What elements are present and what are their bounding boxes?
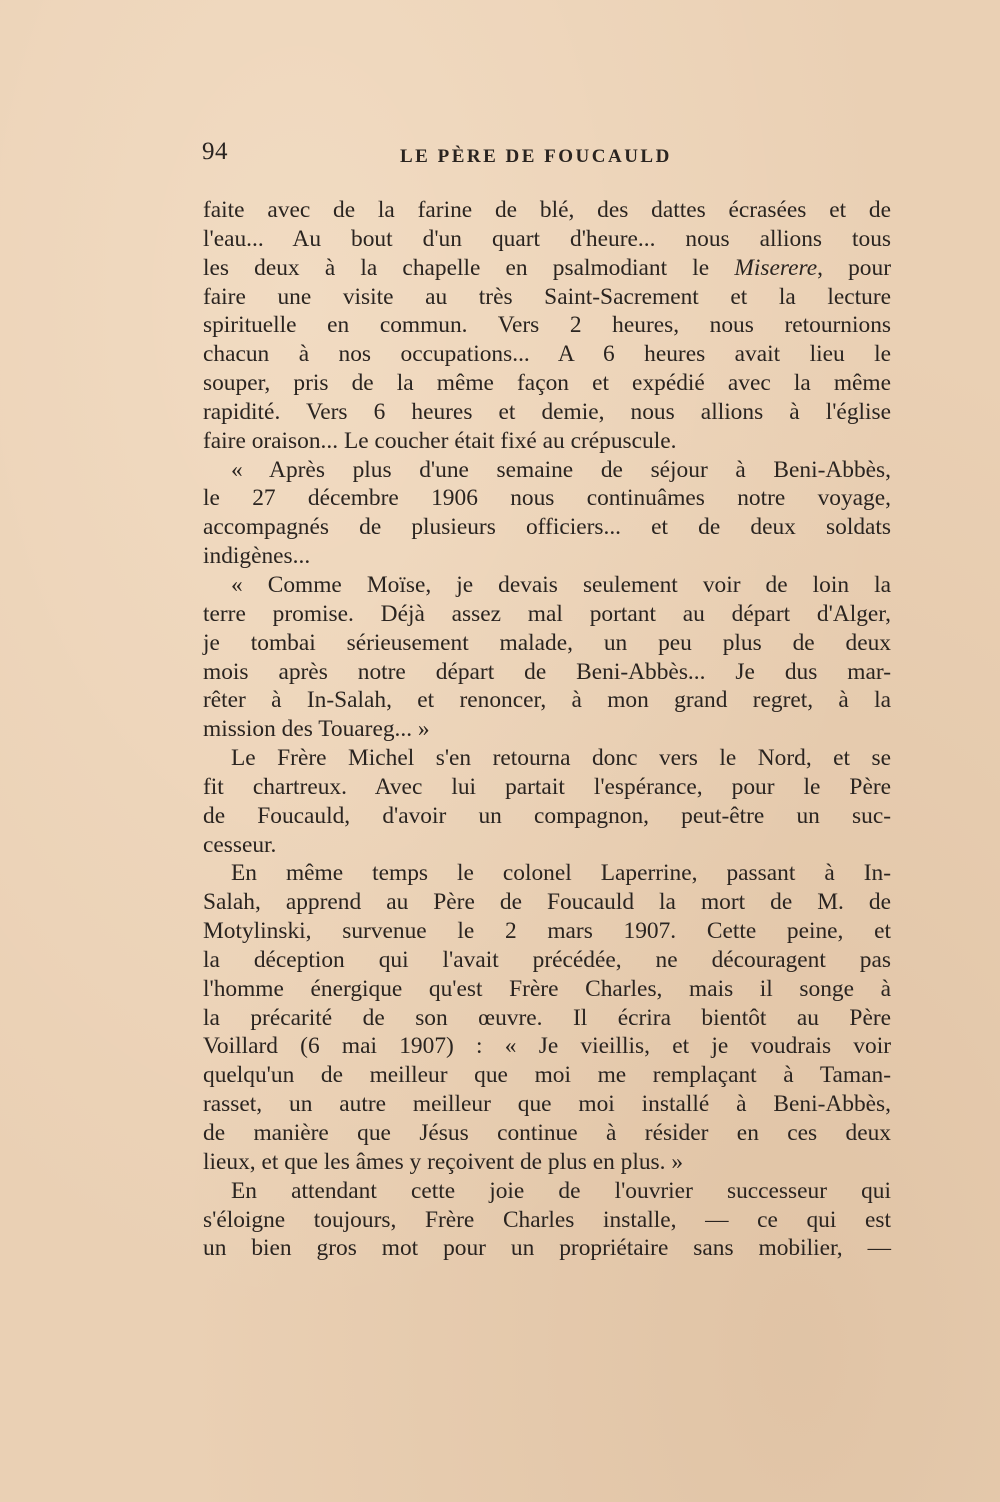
text-line: Le Frère Michel s'en retourna donc vers le Nord, et se xyxy=(231,745,891,772)
text-line: l'eau... Au bout d'un quart d'heure... nous allions tous xyxy=(203,225,891,252)
text-line: chacun à nos occupations... A 6 heures avait lieu le xyxy=(203,341,891,368)
text-line: les deux à la chapelle en psalmodiant le Miserere, pour xyxy=(203,254,891,281)
text-line: Motylinski, survenue le 2 mars 1907. Cette peine, et xyxy=(203,918,891,945)
text-line: faire une visite au très Saint-Sacrement et la lecture xyxy=(203,283,891,310)
text-line: « Après plus d'une semaine de séjour à Beni-Abbès, xyxy=(231,456,891,483)
text-line: « Comme Moïse, je devais seulement voir de loin la xyxy=(231,571,891,598)
text-line: rasset, un autre meilleur que moi installé à Beni-Abbès, xyxy=(203,1091,891,1118)
text-line: mois après notre départ de Beni-Abbès... Je dus mar- xyxy=(203,658,891,685)
text-line: lieux, et que les âmes y reçoivent de plus en plus. » xyxy=(203,1148,684,1175)
text-line: fit chartreux. Avec lui partait l'espérance, pour le Père xyxy=(203,773,891,800)
body-text xyxy=(203,196,891,1263)
running-title: LE PÈRE DE FOUCAULD xyxy=(400,146,672,167)
page-header xyxy=(202,138,892,172)
text-line: faire oraison... Le coucher était fixé au crépuscule. xyxy=(203,427,677,454)
text-line: cesseur. xyxy=(203,831,277,858)
text-line: le 27 décembre 1906 nous continuâmes notre voyage, xyxy=(203,485,891,512)
text-line: s'éloigne toujours, Frère Charles installe, — ce qui est xyxy=(203,1206,891,1233)
text-line: l'homme énergique qu'est Frère Charles, mais il songe à xyxy=(203,975,891,1002)
text-line: indigènes... xyxy=(203,543,311,570)
text-line: mission des Touareg... » xyxy=(203,716,430,743)
text-line: accompagnés de plusieurs officiers... et de deux soldats xyxy=(203,514,891,541)
text-line: En même temps le colonel Laperrine, passant à In- xyxy=(231,860,891,887)
text-line: de Foucauld, d'avoir un compagnon, peut-être un suc- xyxy=(203,802,891,829)
page-number: 94 xyxy=(202,138,228,165)
text-line: souper, pris de la même façon et expédié avec la même xyxy=(203,370,891,397)
text-line: la précarité de son œuvre. Il écrira bientôt au Père xyxy=(203,1004,891,1031)
text-line: quelqu'un de meilleur que moi me remplaçant à Taman- xyxy=(203,1062,891,1089)
text-line: je tombai sérieusement malade, un peu plus de deux xyxy=(203,629,891,656)
text-line: de manière que Jésus continue à résider en ces deux xyxy=(203,1120,891,1146)
text-line: Voillard (6 mai 1907) : « Je vieillis, et je voudrais voir xyxy=(203,1033,891,1060)
text-line: rêter à In-Salah, et renoncer, à mon grand regret, à la xyxy=(203,687,891,714)
text-line: Salah, apprend au Père de Foucauld la mort de M. de xyxy=(203,889,891,916)
text-line: En attendant cette joie de l'ouvrier successeur qui xyxy=(231,1177,891,1204)
text-line: spirituelle en commun. Vers 2 heures, nous retournions xyxy=(203,312,891,339)
text-line: terre promise. Déjà assez mal portant au départ d'Alger, xyxy=(203,600,891,627)
text-line: faite avec de la farine de blé, des dattes écrasées et de xyxy=(203,197,891,223)
text-line: rapidité. Vers 6 heures et demie, nous allions à l'église xyxy=(203,398,891,425)
text-line: la déception qui l'avait précédée, ne découragent pas xyxy=(203,946,891,973)
text-line: un bien gros mot pour un propriétaire sans mobilier, — xyxy=(203,1235,891,1262)
